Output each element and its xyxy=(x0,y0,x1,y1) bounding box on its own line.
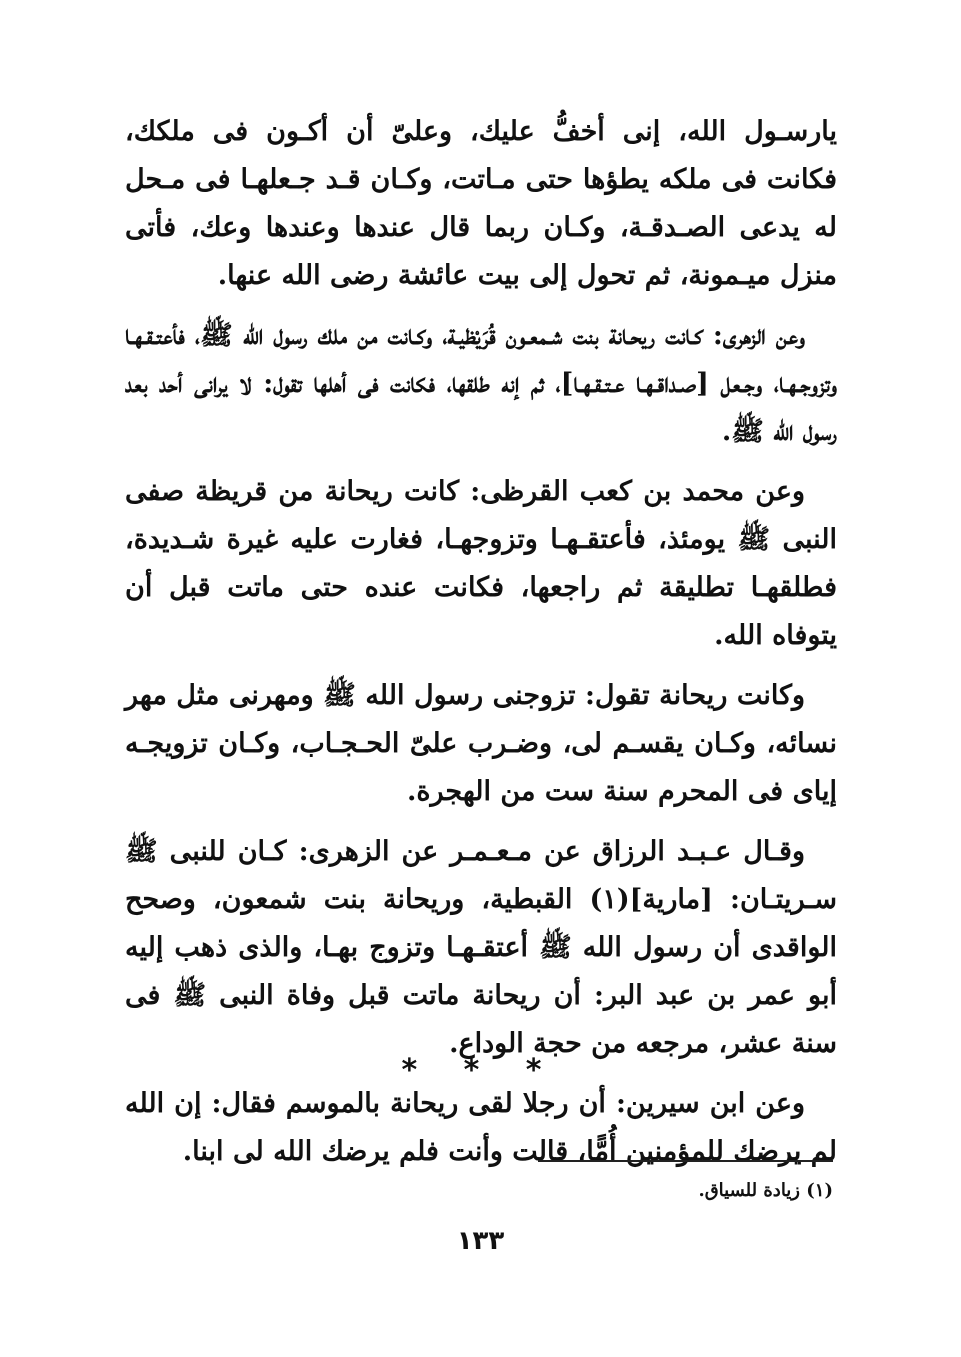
footnote: (١) زيادة للسياق. xyxy=(698,1180,833,1201)
section-separator: * * * xyxy=(401,1053,560,1088)
paragraph-1: يارسـول الله، إنى أخفُّ عليك، وعلىّ أن أكـون فى ملكك، فكانت فى ملكه يطؤها حتى مـاتت، وكـان قـد جـعلهـا فى مـحل له يدعى الصـدقـة، وكـان ربما قال عندها وعندها وعك، فأتى منزل ميـمونة، ثم تحول إلى بيت عائشة رضى الله عنها. xyxy=(125,116,837,291)
paragraph-6: وعن ابن سيرين: أن رجلا لقى ريحانة بالموسم فقال: إن الله لم يرضك للمؤمنين أُمًّا، قالت وأنت فلم يرضك الله لى ابنا. xyxy=(125,1088,837,1167)
footnote-divider xyxy=(538,1160,833,1162)
paragraph-4: وكانت ريحانة تقول: تزوجنى رسول الله ﷺ ومهرنى مثل مهر نسائه، وكـان يقسـم لى، وضـرب علىّ الحـجـاب، وكـان تزويجـه إياى فى المحرم سنة ست من الهجرة. xyxy=(125,680,837,807)
page-number: ١٣٣ xyxy=(456,1226,505,1256)
paragraph-5: وقـال عـبـد الرزاق عن مـعـمـر عن الزهرى: كـان للنبى ﷺ سـريتـان: [مارية](١) القبطية، وريحانة بنت شمعون، وصحح الواقدى أن رسول الله ﷺ أعتقـهـا وتزوج بهـا، والذى ذهب إليه أبو عمر بن عبد البر: أن ريحانة ماتت قبل وفاة النبى ﷺ فى سنة عشر، مرجعه من حجة الوداع. xyxy=(125,836,838,1059)
paragraph-2: وعن الزهرى: كـانت ريحـانة بنت شـمعـون قُرَيْظيـة، وكـانت من ملك رسول الله ﷺ، فأعتـقـهـا وتزوجـهـا، وجـعل [صـداقـهـا عـتـقـهـا]، ثم إنه طلقها، فكانت فى أهلها تقول: لا يرانى أحد بعد رسول الله ﷺ. xyxy=(125,320,837,447)
body-text xyxy=(125,108,837,1188)
paragraph-3: وعن محمد بن كعب القرظى: كانت ريحانة من قريظة صفى النبى ﷺ يومئذ، فأعتقـهـا وتزوجهـا، فغارت عليه غيرة شـديدة، فطلقهـا تطليقة ثم راجعها، فكانت عنده حتى ماتت قبل أن يتوفاه الله. xyxy=(125,476,837,651)
